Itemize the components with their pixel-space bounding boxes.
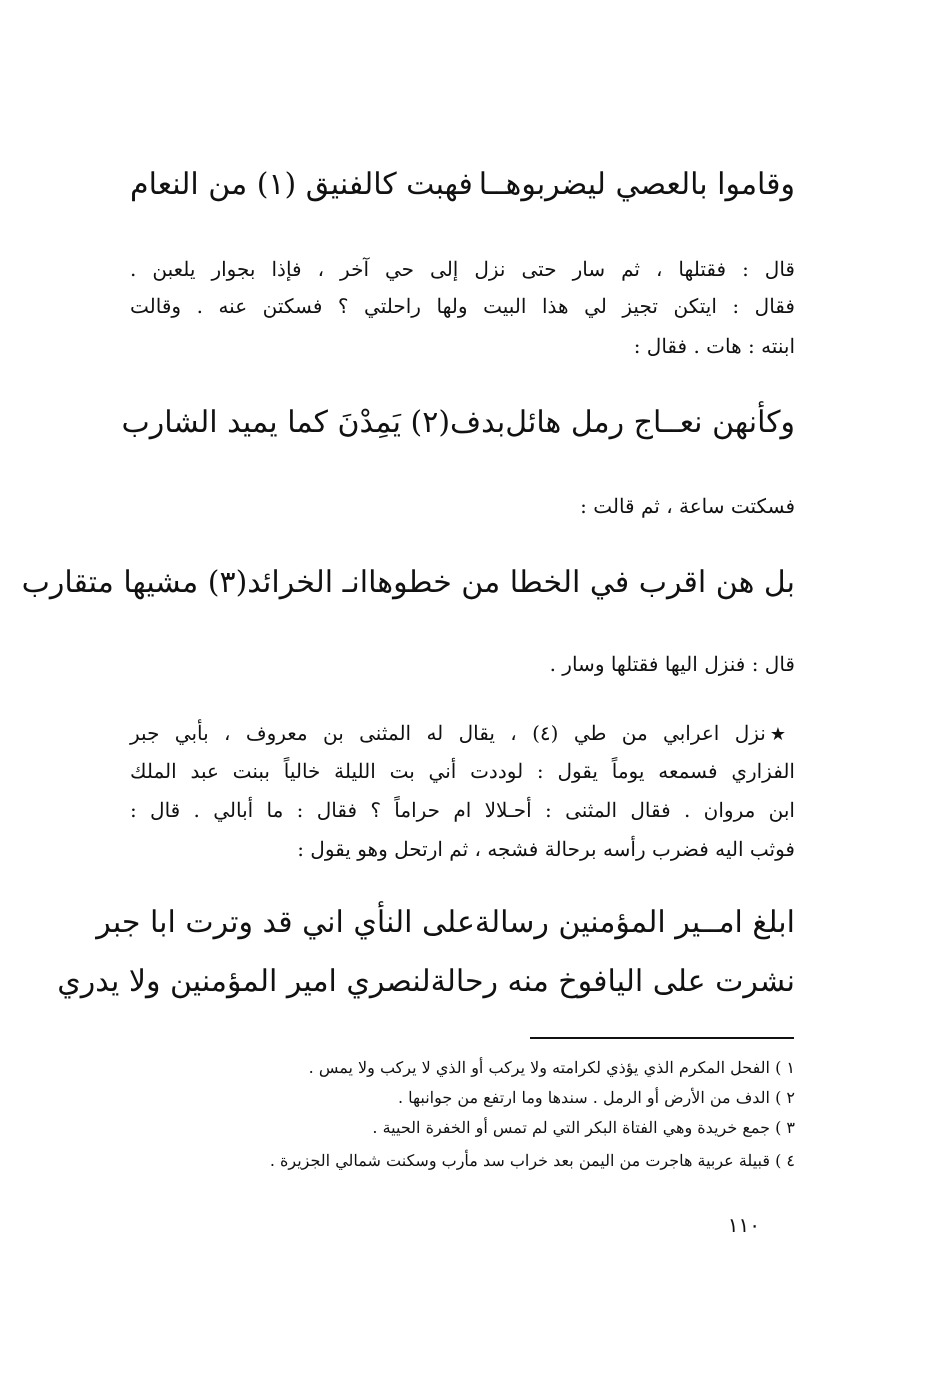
paragraph-line: فسكتت ساعة ، ثم قالت :	[580, 494, 795, 518]
paragraph-line: فوثب اليه فضرب رأسه برحالة فشجه ، ثم ارتحل وهو يقول :	[297, 837, 795, 861]
verse-second-hemistich: فهبت كالفنيق (١) من النعام	[130, 167, 473, 202]
verse-second-hemistich: على النأي اني قد وترت ابا جبر	[96, 905, 475, 940]
verse-second-hemistich: بدف(٢) يَمِدْنَ كما يميد الشارب	[121, 405, 506, 440]
verse-first-hemistich: بل هن اقرب في الخطا من خطوها	[368, 565, 795, 600]
paragraph-line: الفزاري فسمعه يوماً يقول : لوددت أني بت الليلة خالياً ببنت عبد الملك	[130, 759, 795, 783]
verse-line	[57, 960, 795, 1004]
paragraph-line	[130, 717, 795, 749]
paragraph-line: ابنته : هات . فقال :	[633, 334, 795, 358]
verse-first-hemistich: وقاموا بالعصي ليضربوهــا	[478, 167, 795, 202]
verse-first-hemistich: ابلغ امــير المؤمنين رسالة	[474, 905, 795, 940]
star-icon: ★	[769, 724, 795, 745]
paragraph-line-text: نزل اعرابي من طي (٤) ، يقال له المثنى بن معروف ، بأبي جبر	[130, 721, 766, 745]
verse-line	[121, 401, 795, 445]
verse-second-hemistich: لنصري امير المؤمنين ولا يدري	[57, 964, 431, 999]
verse-first-hemistich: نشرت على اليافوخ منه رحالة	[430, 964, 795, 999]
verse-line	[21, 561, 795, 605]
footnote: ١ ) الفحل المكرم الذي يؤذي لكرامته ولا يركب أو الذي لا يركب ولا يمس .	[308, 1058, 795, 1077]
page-number: ١١٠	[727, 1213, 760, 1237]
paragraph-line: قال : فنزل اليها فقتلها وسار .	[549, 652, 795, 676]
footnote: ٤ ) قبيلة عربية هاجرت من اليمن بعد خراب سد مأرب وسكنت شمالي الجزيرة .	[269, 1151, 795, 1170]
verse-line	[130, 163, 795, 207]
verse-second-hemistich: انـ الخرائد(٣) مشيها متقارب	[21, 565, 369, 600]
verse-line	[96, 901, 795, 945]
paragraph-line: فقال : ايتكن تجيز لي هذا البيت ولها راحلتي ؟ فسكتن عنه . وقالت	[130, 294, 795, 318]
paragraph-line: ابن مروان . فقال المثنى : أحـلالا ام حراماً ؟ فقال : ما أبالي . قال :	[130, 798, 795, 822]
footnote-separator	[530, 1037, 794, 1039]
paragraph-line: قال : فقتلها ، ثم سار حتى نزل إلى حي آخر ، فإذا بجوار يلعبن .	[130, 257, 795, 281]
verse-first-hemistich: وكأنهن نعــاج رمل هائل	[505, 405, 795, 440]
footnote: ٢ ) الدف من الأرض أو الرمل . سندها وما ارتفع من جوانبها .	[397, 1088, 795, 1107]
footnote: ٣ ) جمع خريدة وهي الفتاة البكر التي لم تمس أو الخفرة الحيية .	[372, 1118, 795, 1137]
